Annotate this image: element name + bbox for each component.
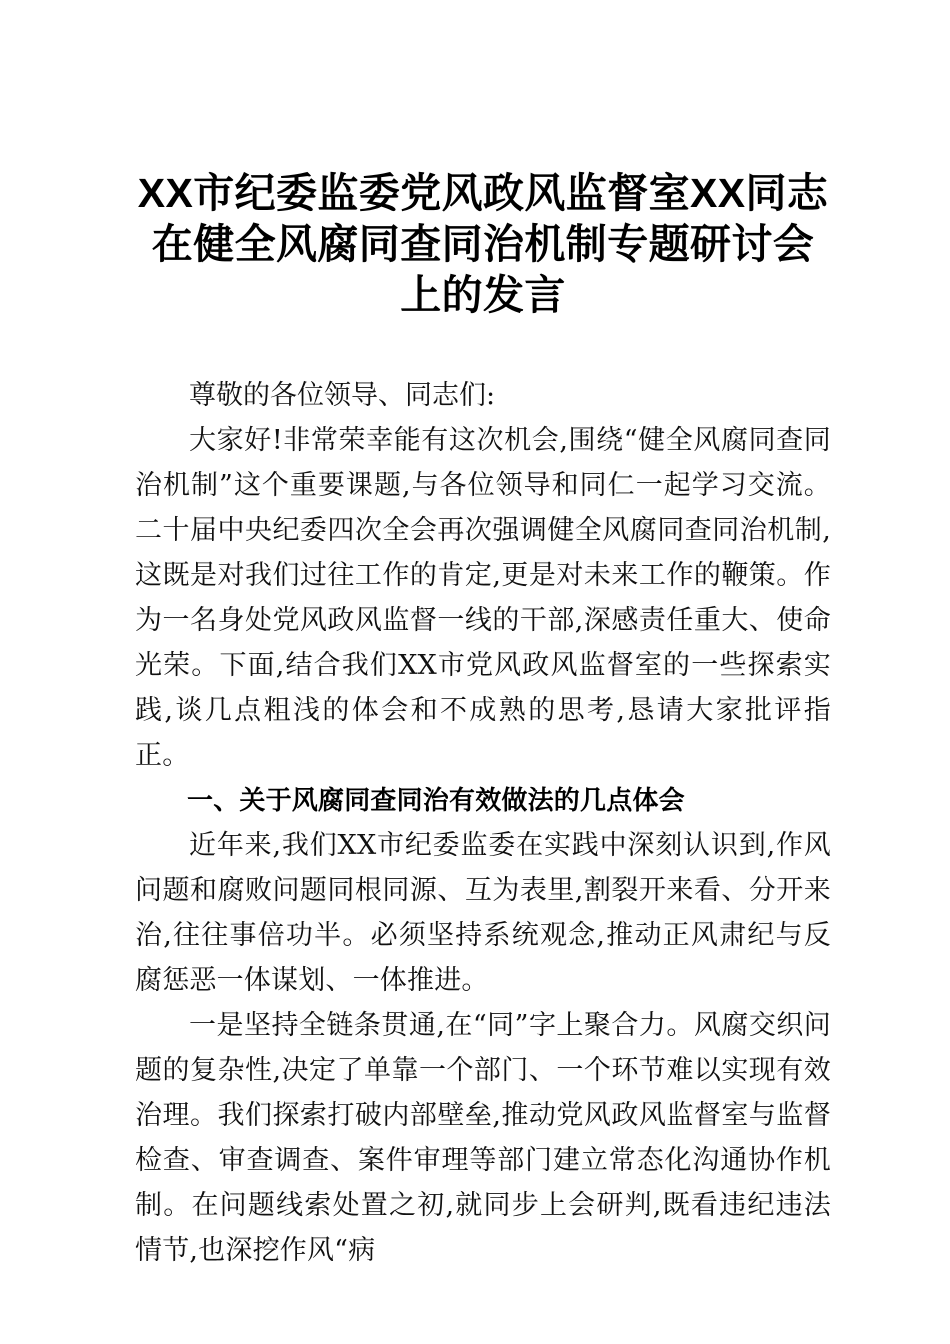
paragraph-section-one-intro: 近年来,我们XX市纪委监委在实践中深刻认识到,作风问题和腐败问题同根同源、互为表里,割裂开来看、分开来治,往往事倍功半。必须坚持系统观念,推动正风肃纪与反腐惩恶一体谋划、一体推进。 [135, 830, 831, 996]
document-body [135, 373, 831, 1273]
paragraph-point-one: 一是坚持全链条贯通,在“同”字上聚合力。风腐交织问题的复杂性,决定了单靠一个部门、一个环节难以实现有效治理。我们探索打破内部壁垒,推动党风政风监督室与监督检查、审查调查、案件审理等部门建立常态化沟通协作机制。在问题线索处置之初,就同步上会研判,既看违纪违法情节,也深挖作风“病 [135, 1010, 831, 1266]
salutation-line: 尊敬的各位领导、同志们: [189, 380, 496, 411]
document-title: XX市纪委监委党风政风监督室XX同志在健全风腐同查同治机制专题研讨会上的发言 [137, 170, 829, 318]
title-body-spacer [135, 321, 831, 373]
page-content-area [135, 168, 831, 1273]
section-heading-one: 一、关于风腐同查同治有效做法的几点体会 [187, 785, 685, 815]
paragraph-opening: 大家好!非常荣幸能有这次机会,围绕“健全风腐同查同治机制”这个重要课题,与各位领导和同仁一起学习交流。二十届中央纪委四次全会再次强调健全风腐同查同治机制,这既是对我们过往工作的肯定,更是对未来工作的鞭策。作为一名身处党风政风监督一线的干部,深感责任重大、使命光荣。下面,结合我们XX市党风政风监督室的一些探索实践,谈几点粗浅的体会和不成熟的思考,恳请大家批评指正。 [135, 425, 831, 771]
